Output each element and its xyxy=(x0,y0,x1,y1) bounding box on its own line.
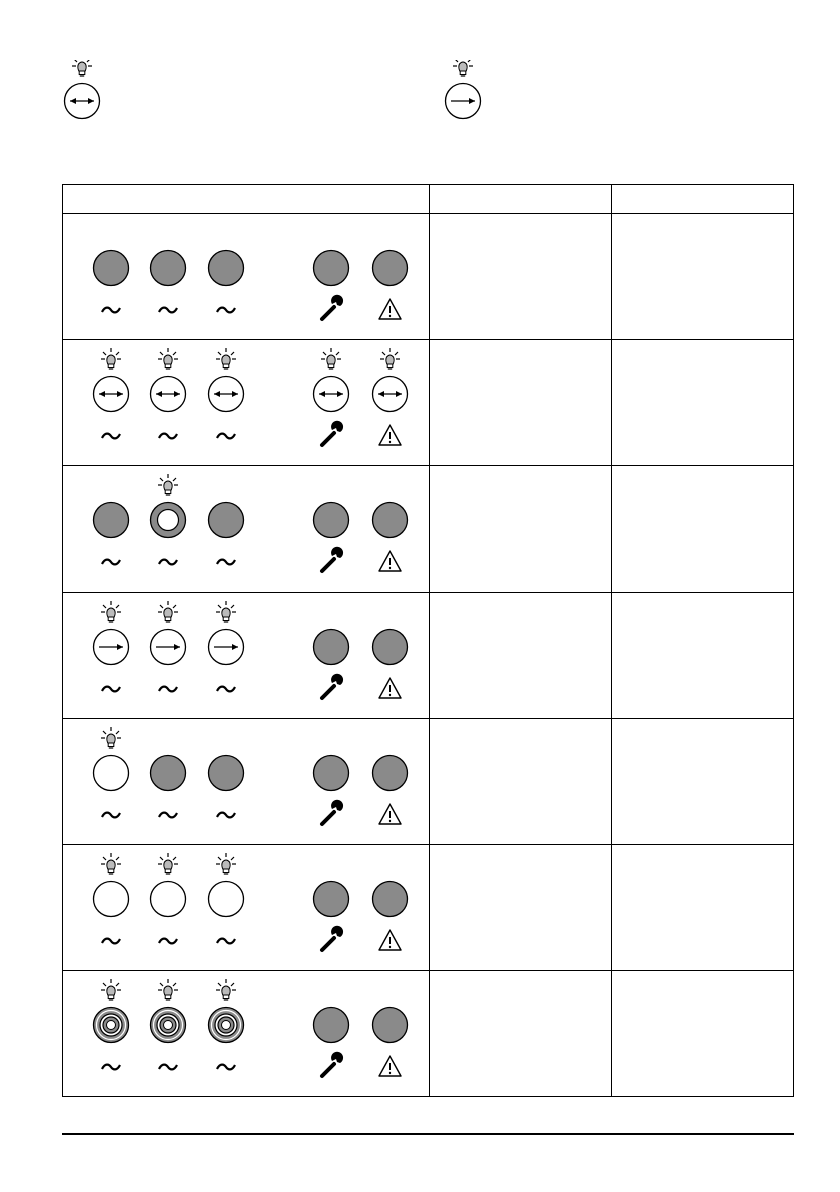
cause-cell xyxy=(429,970,611,982)
table-row xyxy=(63,718,429,844)
cause-cell xyxy=(429,718,611,730)
warning-triangle-icon xyxy=(379,1056,401,1076)
wave-icon xyxy=(102,308,120,313)
wave-icon xyxy=(159,434,177,439)
remedy-cell xyxy=(611,339,795,351)
remedy-cell xyxy=(611,718,795,730)
led-indicator xyxy=(209,601,244,665)
wave-icon xyxy=(159,812,177,817)
cause-cell xyxy=(429,592,611,604)
light-bulb-icon xyxy=(453,60,473,76)
led-indicator xyxy=(94,727,129,791)
wave-icon xyxy=(159,308,177,313)
wrench-icon xyxy=(322,1052,343,1076)
led-indicator xyxy=(94,251,129,286)
light-bulb-icon xyxy=(216,979,236,1000)
cause-cell xyxy=(429,339,611,351)
led-indicator xyxy=(151,348,186,412)
led-indicator xyxy=(373,629,408,664)
light-bulb-icon xyxy=(101,853,121,874)
remedy-cell xyxy=(611,592,795,604)
wave-icon xyxy=(217,812,235,817)
led-indicator xyxy=(314,503,349,538)
light-bulb-icon xyxy=(101,601,121,622)
warning-triangle-icon xyxy=(379,425,401,445)
table-row xyxy=(63,844,429,970)
remedy-cell xyxy=(611,844,795,856)
warning-triangle-icon xyxy=(379,930,401,950)
wave-icon xyxy=(217,1065,235,1070)
wave-icon xyxy=(217,308,235,313)
wave-icon xyxy=(217,686,235,691)
led-indicator xyxy=(373,755,408,790)
led-indicator xyxy=(94,979,129,1043)
warning-triangle-icon xyxy=(379,551,401,571)
wave-icon xyxy=(102,560,120,565)
wave-icon xyxy=(159,686,177,691)
header-remedy xyxy=(611,185,795,213)
table-row xyxy=(63,339,429,465)
led-indicator xyxy=(209,348,244,412)
wave-icon xyxy=(217,434,235,439)
light-bulb-icon xyxy=(101,348,121,369)
led-indicator xyxy=(209,979,244,1043)
led-indicator xyxy=(151,251,186,286)
wrench-icon xyxy=(322,295,343,319)
led-indicator xyxy=(209,503,244,538)
led-indicator xyxy=(373,882,408,917)
light-bulb-icon xyxy=(380,348,400,369)
table-row xyxy=(63,465,429,591)
column-divider xyxy=(611,185,612,1096)
led-on-right-arrow-icon xyxy=(441,60,485,120)
led-indicator xyxy=(209,853,244,917)
header-cause xyxy=(429,185,611,213)
warning-triangle-icon xyxy=(379,299,401,319)
wave-icon xyxy=(102,686,120,691)
light-bulb-icon xyxy=(72,60,92,76)
led-indicator xyxy=(373,1008,408,1043)
remedy-cell xyxy=(611,465,795,477)
header-led-status xyxy=(63,185,429,213)
wave-icon xyxy=(102,812,120,817)
light-bulb-icon xyxy=(101,727,121,748)
led-indicator xyxy=(314,755,349,790)
wrench-icon xyxy=(322,800,343,824)
remedy-cell xyxy=(611,970,795,982)
led-indicator xyxy=(373,348,408,412)
footer-rule xyxy=(62,1133,794,1135)
wave-icon xyxy=(217,560,235,565)
light-bulb-icon xyxy=(158,348,178,369)
led-indicator xyxy=(209,755,244,790)
light-bulb-icon xyxy=(216,601,236,622)
led-indicator xyxy=(373,503,408,538)
led-indicator xyxy=(151,474,186,538)
column-divider xyxy=(429,185,430,1096)
led-indicator xyxy=(151,853,186,917)
legend-flashing xyxy=(60,60,104,120)
led-indicator xyxy=(94,348,129,412)
led-indicator xyxy=(314,882,349,917)
light-bulb-icon xyxy=(216,853,236,874)
table-row xyxy=(63,213,429,339)
light-bulb-icon xyxy=(158,601,178,622)
table-row xyxy=(63,592,429,718)
led-indicator xyxy=(65,60,100,119)
led-indicator xyxy=(446,60,481,119)
cause-cell xyxy=(429,213,611,225)
light-bulb-icon xyxy=(158,853,178,874)
led-indicator xyxy=(314,251,349,286)
wave-icon xyxy=(159,560,177,565)
led-indicator xyxy=(94,503,129,538)
wrench-icon xyxy=(322,673,343,697)
led-flashing-bidirectional-arrow-icon xyxy=(60,60,104,120)
led-indicator xyxy=(373,251,408,286)
legend-steady xyxy=(441,60,485,120)
led-indicator xyxy=(314,1008,349,1043)
light-bulb-icon xyxy=(158,474,178,495)
led-indicator xyxy=(94,601,129,665)
led-indicator xyxy=(151,755,186,790)
cause-cell xyxy=(429,465,611,477)
warning-triangle-icon xyxy=(379,804,401,824)
wave-icon xyxy=(102,434,120,439)
led-indicator xyxy=(314,629,349,664)
remedy-cell xyxy=(611,213,795,225)
led-indicator xyxy=(209,251,244,286)
light-bulb-icon xyxy=(101,979,121,1000)
light-bulb-icon xyxy=(216,348,236,369)
led-indicator xyxy=(151,601,186,665)
wave-icon xyxy=(102,1065,120,1070)
warning-triangle-icon xyxy=(379,678,401,698)
cause-cell xyxy=(429,844,611,856)
wrench-icon xyxy=(322,421,343,445)
light-bulb-icon xyxy=(158,979,178,1000)
wave-icon xyxy=(159,939,177,944)
wave-icon xyxy=(102,939,120,944)
wrench-icon xyxy=(322,547,343,571)
table-row xyxy=(63,970,429,1096)
light-bulb-icon xyxy=(321,348,341,369)
led-indicator xyxy=(314,348,349,412)
status-table xyxy=(62,184,794,1097)
wave-icon xyxy=(159,1065,177,1070)
led-indicator xyxy=(94,853,129,917)
led-indicator xyxy=(151,979,186,1043)
wrench-icon xyxy=(322,926,343,950)
wave-icon xyxy=(217,939,235,944)
